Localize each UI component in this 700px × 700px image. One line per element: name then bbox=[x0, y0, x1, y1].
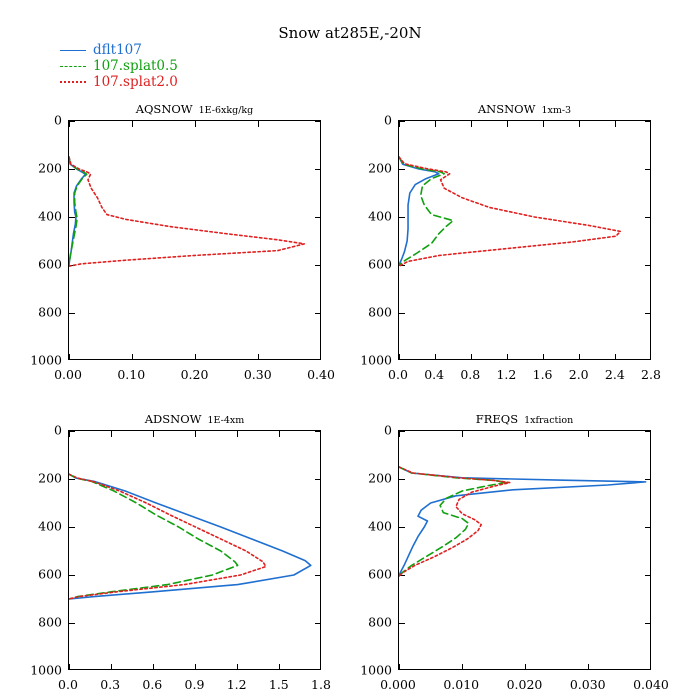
legend-label: 107.splat0.5 bbox=[93, 58, 178, 74]
x-axis-tick-label: 1.2 bbox=[496, 367, 517, 382]
series-line bbox=[69, 474, 238, 599]
x-axis-tick-label: 0.020 bbox=[506, 677, 543, 692]
y-axis-tick-label: 200 bbox=[38, 160, 62, 176]
chart-panel-ansnow bbox=[360, 102, 661, 382]
y-axis-tick-label: 1000 bbox=[30, 662, 62, 678]
plot-area bbox=[68, 430, 321, 670]
y-axis-tick-label: 200 bbox=[38, 470, 62, 486]
y-axis-tick-label: 400 bbox=[368, 518, 392, 534]
series-line bbox=[399, 467, 646, 576]
y-axis-tick-label: 200 bbox=[368, 470, 392, 486]
x-axis-tick-label: 0.6 bbox=[142, 677, 163, 692]
y-axis-tick-label: 200 bbox=[368, 160, 392, 176]
x-axis-tick-label: 0.10 bbox=[117, 367, 146, 382]
x-axis-tick-label: 2.8 bbox=[641, 367, 661, 382]
chart-panel-freqs bbox=[360, 412, 669, 692]
y-axis-tick-label: 1000 bbox=[360, 662, 392, 678]
legend-item bbox=[60, 74, 178, 90]
plot-area bbox=[398, 120, 651, 360]
x-axis-tick-label: 0.0 bbox=[388, 367, 408, 382]
legend-item bbox=[60, 42, 178, 58]
y-axis-tick-label: 400 bbox=[368, 208, 392, 224]
chart-panel-adsnow bbox=[30, 412, 331, 692]
x-axis-tick-label: 0.010 bbox=[443, 677, 480, 692]
x-axis-tick-label: 0.8 bbox=[460, 367, 481, 382]
x-axis-tick-label: 0.040 bbox=[633, 677, 669, 692]
y-axis-tick-label: 600 bbox=[38, 256, 62, 272]
legend-label: 107.splat2.0 bbox=[93, 74, 178, 90]
x-axis-tick-label: 0.030 bbox=[569, 677, 606, 692]
y-axis-tick-label: 800 bbox=[38, 304, 62, 320]
panel-title: AQSNOW 1E-6xkg/kg bbox=[135, 102, 254, 116]
y-axis-tick-label: 800 bbox=[368, 304, 392, 320]
series-line bbox=[69, 474, 266, 599]
x-axis-tick-label: 0.9 bbox=[184, 677, 205, 692]
y-axis-tick-label: 800 bbox=[38, 614, 62, 630]
y-axis-tick-label: 0 bbox=[54, 422, 62, 438]
series-layer bbox=[399, 431, 651, 670]
plot-area bbox=[68, 120, 321, 360]
y-axis-tick-label: 0 bbox=[384, 112, 392, 128]
x-axis-tick-label: 0.40 bbox=[307, 367, 335, 382]
y-axis-tick-label: 800 bbox=[368, 614, 392, 630]
panel-title: ADSNOW 1E-4xm bbox=[144, 412, 245, 426]
panel-title: ANSNOW 1xm-3 bbox=[477, 102, 572, 116]
series-line bbox=[399, 467, 510, 576]
plot-area bbox=[398, 430, 651, 670]
y-axis-tick-label: 0 bbox=[384, 422, 392, 438]
series-layer bbox=[69, 121, 321, 360]
y-axis-tick-label: 1000 bbox=[360, 352, 392, 368]
x-axis-tick-label: 0.3 bbox=[100, 677, 121, 692]
series-line bbox=[399, 157, 620, 266]
y-axis-tick-label: 1000 bbox=[30, 352, 62, 368]
y-axis-tick-label: 400 bbox=[38, 208, 62, 224]
chart-panel-aqsnow bbox=[30, 102, 335, 382]
y-axis-tick-label: 600 bbox=[38, 566, 62, 582]
series-line bbox=[69, 157, 304, 266]
legend-item bbox=[60, 58, 178, 74]
series-line bbox=[399, 157, 453, 265]
x-axis-tick-label: 1.6 bbox=[532, 367, 553, 382]
x-axis-tick-label: 0.0 bbox=[58, 677, 78, 692]
series-layer bbox=[399, 121, 651, 360]
x-axis-tick-label: 2.4 bbox=[604, 367, 625, 382]
y-axis-tick-label: 400 bbox=[38, 518, 62, 534]
series-line bbox=[399, 467, 507, 576]
x-axis-tick-label: 0.30 bbox=[243, 367, 272, 382]
x-axis-tick-label: 0.00 bbox=[54, 367, 82, 382]
legend bbox=[60, 42, 178, 90]
x-axis-tick-label: 2.0 bbox=[568, 367, 589, 382]
y-axis-tick-label: 600 bbox=[368, 566, 392, 582]
y-axis-tick-label: 0 bbox=[54, 112, 62, 128]
y-axis-tick-label: 600 bbox=[368, 256, 392, 272]
series-line bbox=[69, 157, 87, 265]
panel-title: FREQS 1xfraction bbox=[475, 412, 574, 426]
x-axis-tick-label: 1.2 bbox=[226, 677, 247, 692]
x-axis-tick-label: 1.5 bbox=[268, 677, 289, 692]
legend-line-icon bbox=[60, 66, 86, 67]
x-axis-tick-label: 1.8 bbox=[311, 677, 331, 692]
series-layer bbox=[69, 431, 321, 670]
x-axis-tick-label: 0.20 bbox=[180, 367, 209, 382]
series-line bbox=[399, 157, 439, 265]
legend-label: dflt107 bbox=[93, 42, 142, 58]
x-axis-tick-label: 0.000 bbox=[380, 677, 416, 692]
legend-line-icon bbox=[60, 50, 86, 51]
legend-line-icon bbox=[60, 81, 86, 83]
x-axis-tick-label: 0.4 bbox=[424, 367, 445, 382]
page-title: Snow at285E,-20N bbox=[278, 24, 422, 42]
